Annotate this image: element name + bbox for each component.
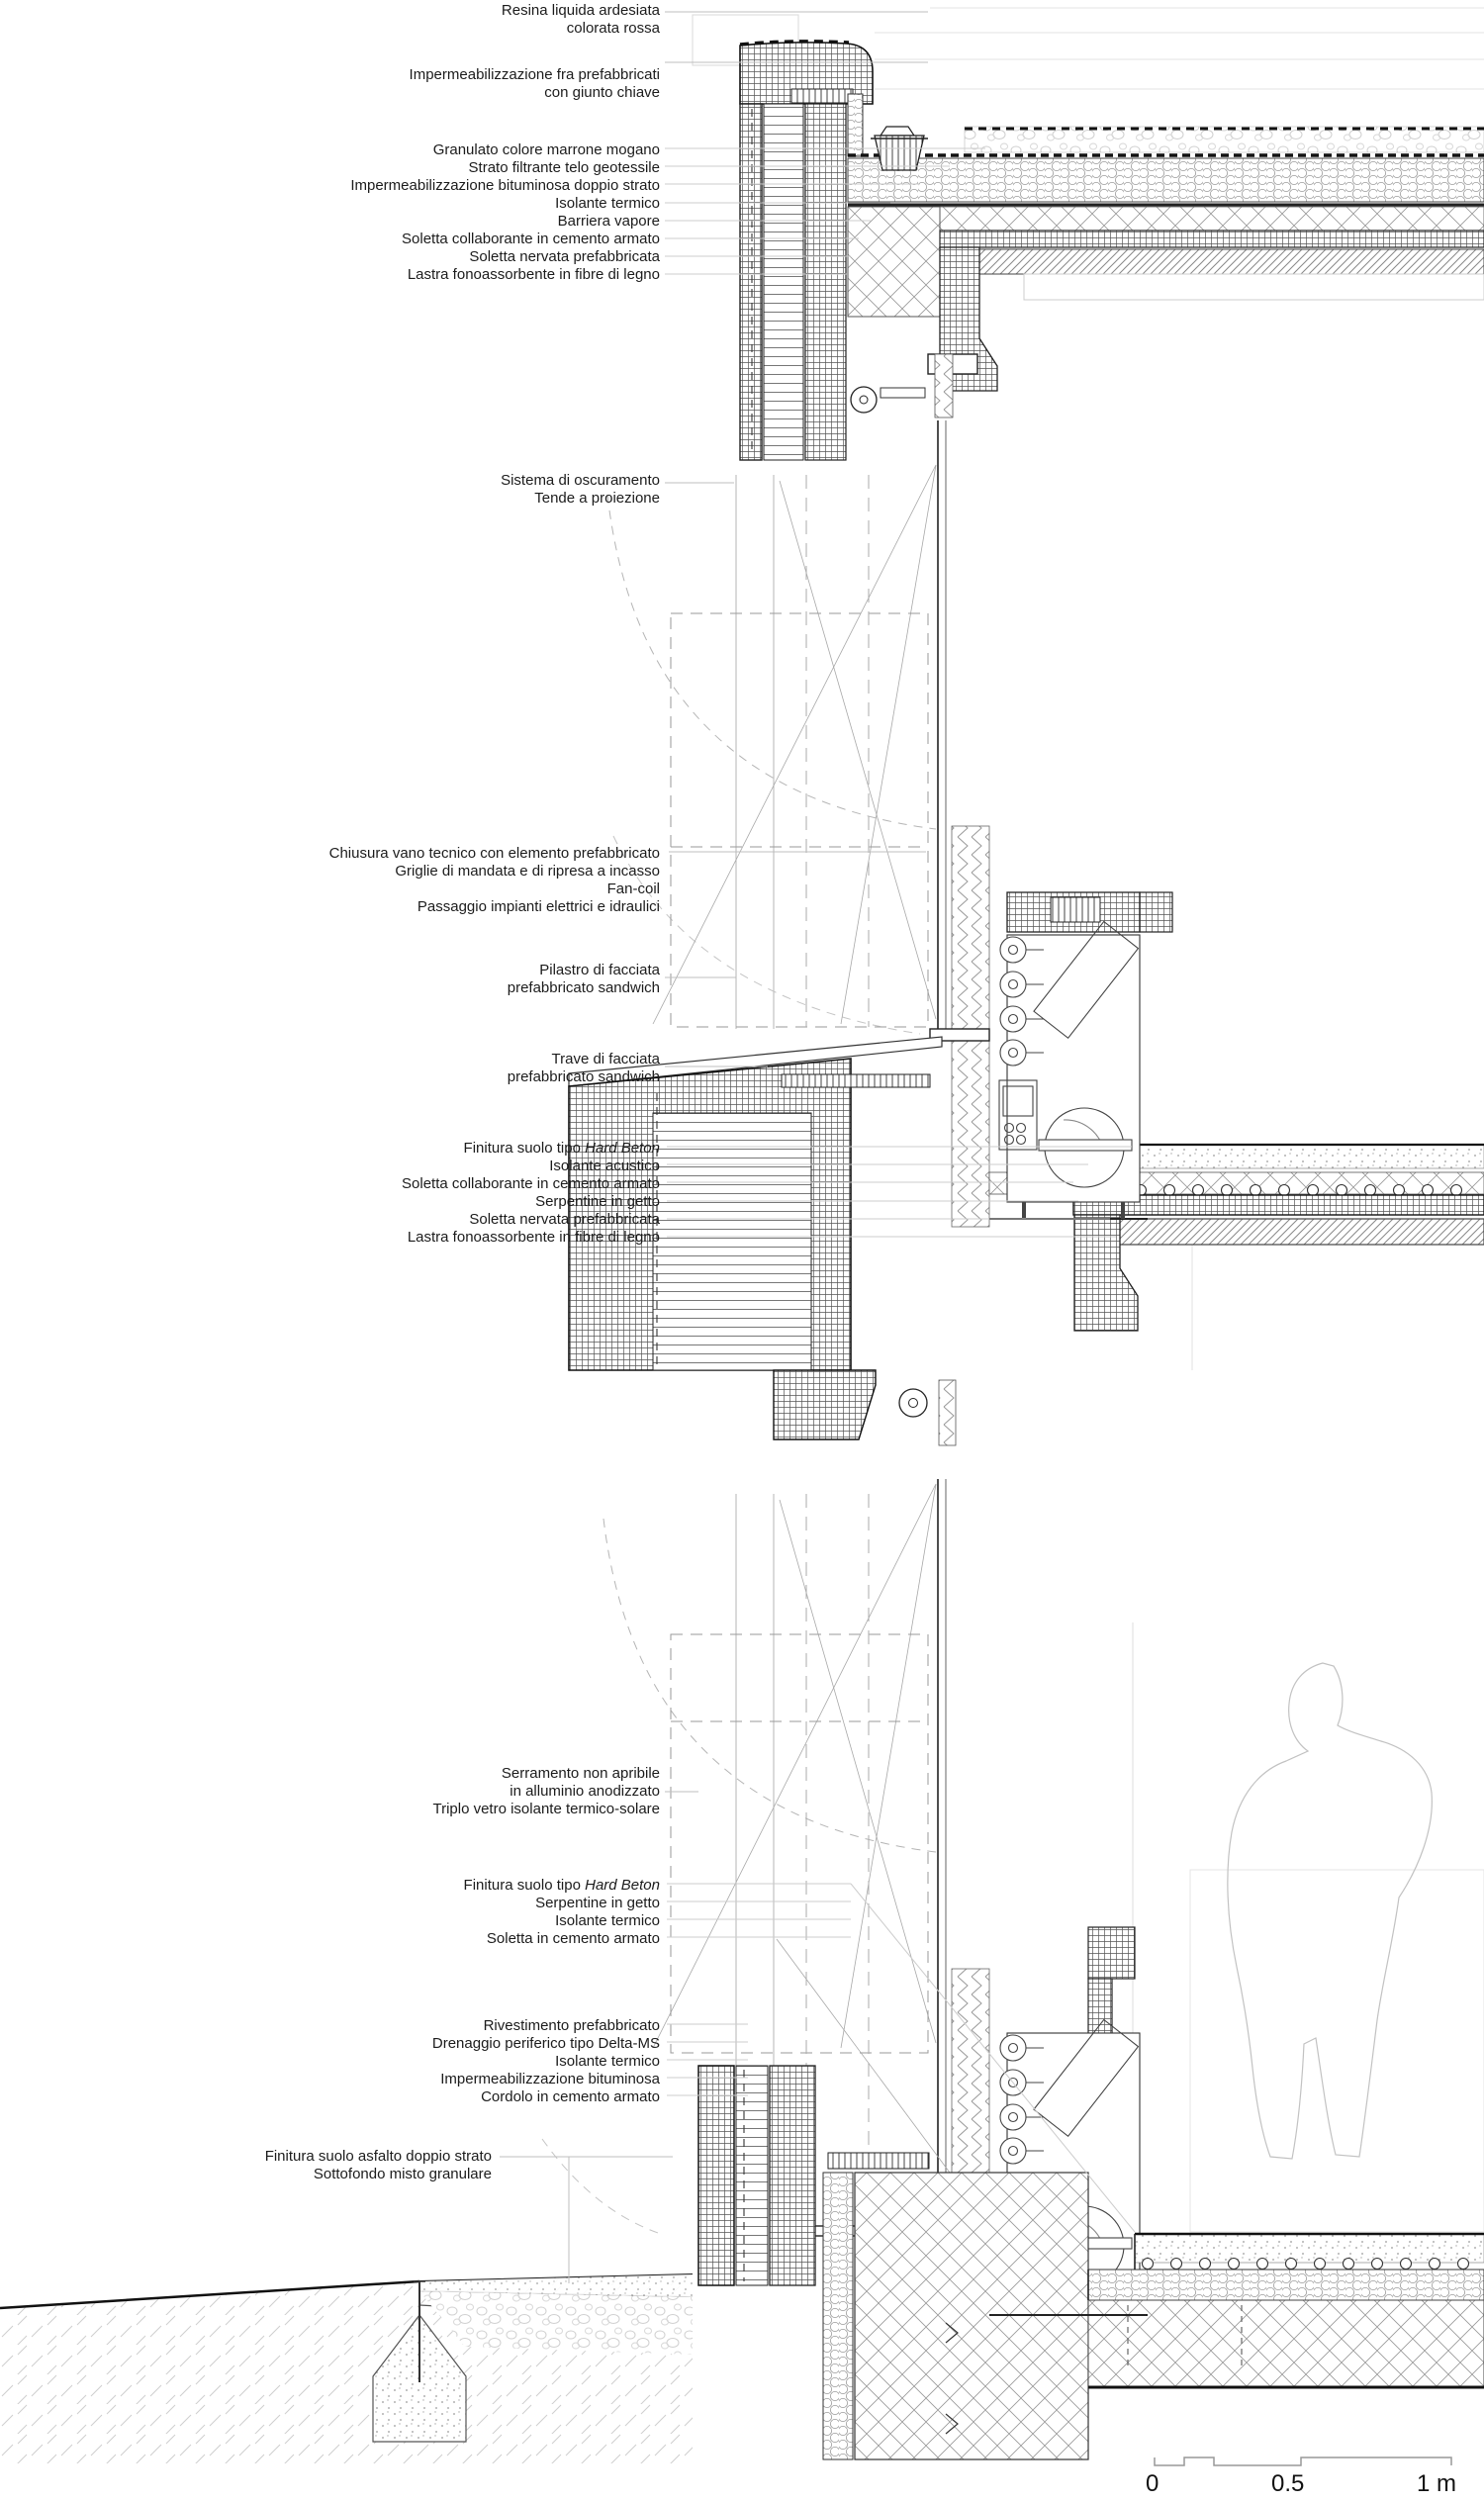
annotation-facade-column xyxy=(205,962,660,997)
annotation-line: Soletta collaborante in cemento armato xyxy=(402,1175,660,1192)
annotation-line: Drenaggio periferico tipo Delta-MS xyxy=(431,2035,660,2052)
annotation-technical-cavity xyxy=(205,845,660,916)
annotation-joint-waterproofing xyxy=(205,66,660,102)
human-figure xyxy=(1228,1663,1433,2159)
annotation-line: prefabbricato sandwich xyxy=(507,1068,660,1085)
annotation-line: Lastra fonoassorbente in fibre di legno xyxy=(407,266,660,283)
annotation-facade-beam xyxy=(205,1051,660,1086)
annotation-line: Isolante termico xyxy=(555,1912,660,1929)
annotation-line: Sistema di oscuramento xyxy=(501,472,660,489)
annotation-line: in alluminio anodizzato xyxy=(510,1783,660,1800)
annotation-line: prefabbricato sandwich xyxy=(507,979,660,996)
annotation-line: Serpentine in getto xyxy=(535,1193,660,1210)
annotation-line: Finitura suolo tipo Hard Beton xyxy=(463,1877,660,1894)
annotation-line: Griglie di mandata e di ripresa a incasso xyxy=(395,863,660,880)
annotation-window xyxy=(205,1765,660,1818)
annotation-floor-buildup-ground xyxy=(205,1877,660,1948)
annotation-line: Triplo vetro isolante termico-solare xyxy=(432,1801,660,1817)
annotation-line: Impermeabilizzazione fra prefabbricati xyxy=(409,66,660,83)
annotation-line: Isolante acustico xyxy=(549,1158,660,1174)
annotation-base-wall xyxy=(205,2017,660,2106)
scale-label-zero: 0 xyxy=(1146,2470,1159,2497)
annotation-line: Impermeabilizzazione bituminosa doppio strato xyxy=(350,177,660,194)
annotation-line: Impermeabilizzazione bituminosa xyxy=(440,2071,660,2087)
annotation-line: Trave di facciata xyxy=(551,1051,660,1067)
annotation-line: Isolante termico xyxy=(555,195,660,212)
annotation-line: Resina liquida ardesiata xyxy=(501,2,660,19)
annotation-line: Passaggio impianti elettrici e idraulici xyxy=(417,898,660,915)
scale-label-one-meter: 1 m xyxy=(1417,2470,1457,2497)
annotation-line: Chiusura vano tecnico con elemento prefabbricato xyxy=(328,845,660,862)
scale-label-half: 0.5 xyxy=(1271,2470,1305,2497)
annotation-line: Soletta in cemento armato xyxy=(486,1930,660,1947)
annotation-line: Tende a proiezione xyxy=(534,490,660,507)
annotation-line: Barriera vapore xyxy=(557,213,660,230)
annotation-line: Sottofondo misto granulare xyxy=(313,2166,492,2182)
scale-bar-graphic xyxy=(1155,2457,1451,2465)
annotation-line: Fan-coil xyxy=(606,881,660,897)
annotation-external-ground xyxy=(37,2148,492,2183)
annotation-line: colorata rossa xyxy=(566,20,660,37)
annotation-line: Lastra fonoassorbente in fibre di legno xyxy=(407,1229,660,1246)
annotation-roof-buildup xyxy=(205,141,660,284)
annotation-roof-coating xyxy=(205,2,660,38)
annotation-line: Strato filtrante telo geotessile xyxy=(468,159,660,176)
annotation-line: Finitura suolo tipo Hard Beton xyxy=(463,1140,660,1157)
annotation-line: con giunto chiave xyxy=(544,84,660,101)
annotation-line: Rivestimento prefabbricato xyxy=(483,2017,660,2034)
annotation-line: Pilastro di facciata xyxy=(539,962,660,978)
fan-coil-mid xyxy=(999,892,1172,1219)
annotation-line: Isolante termico xyxy=(555,2053,660,2070)
annotation-line: Soletta nervata prefabbricata xyxy=(469,1211,660,1228)
annotation-floor-buildup-upper xyxy=(205,1140,660,1247)
annotation-line: Soletta nervata prefabbricata xyxy=(469,248,660,265)
annotation-line: Soletta collaborante in cemento armato xyxy=(402,231,660,247)
annotation-line: Serpentine in getto xyxy=(535,1895,660,1911)
annotation-line: Serramento non apribile xyxy=(501,1765,660,1782)
roof-assembly xyxy=(740,42,1484,460)
external-ground xyxy=(0,2274,693,2463)
annotation-shading-system xyxy=(205,472,660,508)
annotation-line: Finitura suolo asfalto doppio strato xyxy=(264,2148,492,2165)
annotation-line: Granulato colore marrone mogano xyxy=(432,141,660,158)
annotation-line: Cordolo in cemento armato xyxy=(481,2088,660,2105)
